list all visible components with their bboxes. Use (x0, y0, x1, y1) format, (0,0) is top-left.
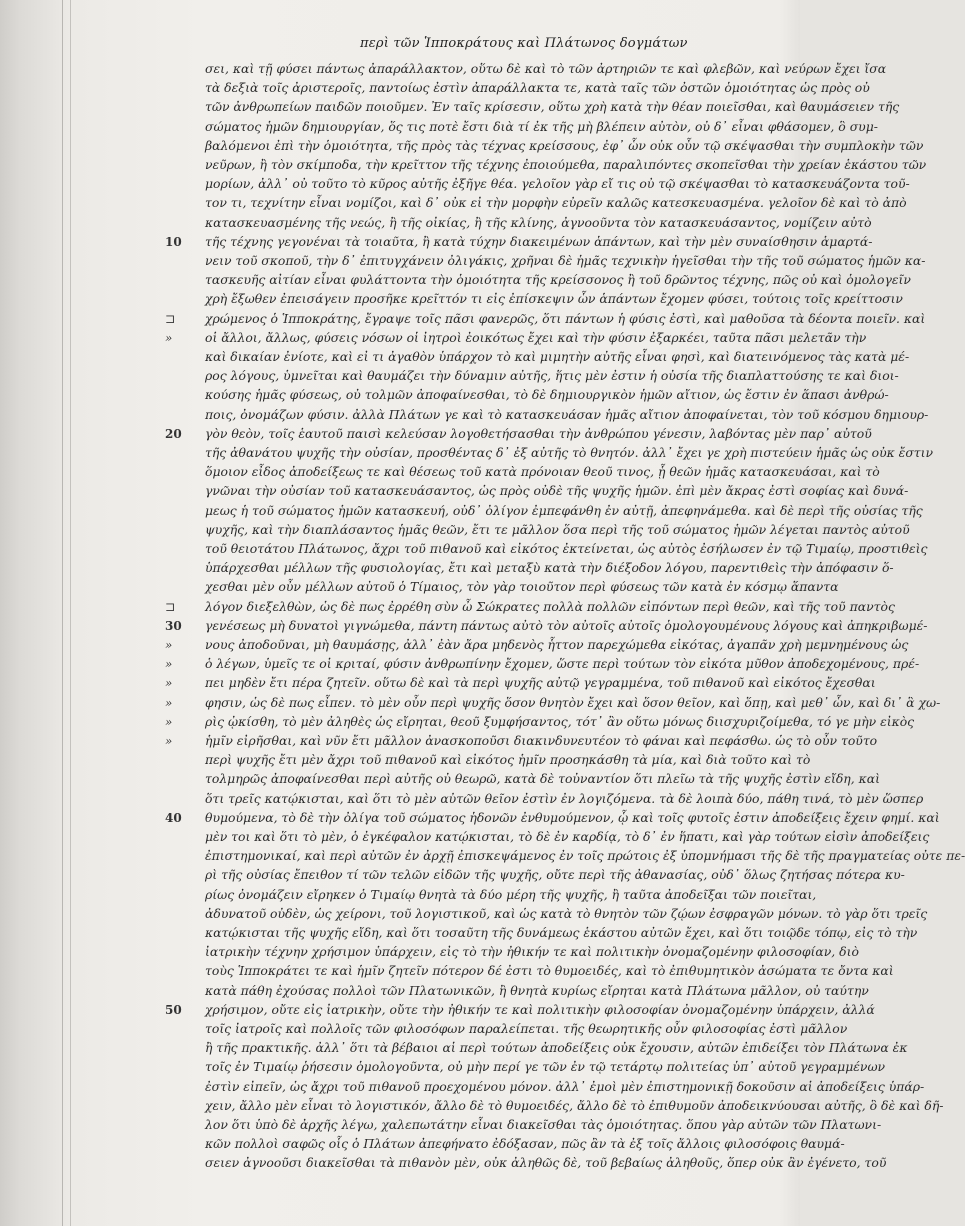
text-line: οἱ ἄλλοι, ἄλλως, φύσεις νόσων οἱ ἰητροὶ ἐοικότως ἔχει καὶ τὴν φύσιν ἐξαρκέει, ταῦτα πᾶσι μελετᾶν τὴν (205, 329, 867, 345)
text-line: νους ἀποδοῦναι, μὴ θαυμάσῃς, ἀλλ᾽ ἐὰν ἄρα μηδενὸς ἧττον παρεχώμεθα εἰκότας, ἀγαπᾶν χρὴ μεμνημένους ὡς (205, 637, 909, 652)
text-line: ρὶς ᾠκίσθη, τὸ μὲν ἀληθὲς ὡς εἴρηται, θεοῦ ξυμφήσαντος, τότ᾽ ἂν οὕτω μόνως διισχυριζοίμεθα, τό γε μὴν εἰκὸς (205, 713, 915, 729)
margin-quote-mark: ⊐ (165, 599, 176, 614)
text-line: γενέσεως μὴ δυνατοὶ γιγνώμεθα, πάντη πάντως αὐτὸ τὸν αὐτοῖς αὐτοῖς ὁμολογουμένους λόγους καὶ ἀπηκριβωμέ- (205, 617, 928, 633)
text-line: μορίων, ἀλλ᾽ οὐ τοῦτο τὸ κῦρος αὐτῆς ἐξῆγε θέα. γελοῖον γὰρ εἴ τις οὐ τῷ σκέψασθαι τὸ κατασκευάζοντα τοῦ- (205, 176, 910, 192)
text-line: βαλόμενοι ἐπὶ τὴν ὁμοιότητα, τῆς πρὸς τὰς τέχνας κρείσσους, ἐφ᾽ ὧν οὐκ οὖν τῷ σκέψασθαι τὴν συμπλοκὴν τῶν (205, 137, 924, 153)
text-line: χρώμενος ὁ Ἱπποκράτης, ἔγραψε τοῖς πᾶσι φανερῶς, ὅτι πάντων ἡ φύσις ἐστὶ, καὶ μαθοῦσα τὰ δέοντα ποιεῖν. καὶ (205, 310, 926, 326)
text-line: ρος λόγους, ὑμνεῖται καὶ θαυμάζει τὴν δύναμιν αὐτῆς, ἥτις μὲν ἐστιν ἡ οὐσία τῆς διαπλαττούσης τε καὶ διοι- (205, 368, 899, 384)
margin-quote-mark: » (165, 657, 173, 672)
text-line: λον ὅτι ὑπὸ δὲ ἀρχῆς λέγω, χαλεπωτάτην εἶναι διακεῖσθαι τὰς ὁμοιότητας. ὅπου γὰρ αὐτῶν τῶν Πλατωνι- (205, 1117, 882, 1132)
text-line: σειεν ἀγνοοῦσι διακεῖσθαι τὰ πιθανὸν μὲν, οὐκ ἀληθῶς δὲ, τοῦ βεβαίως ἀληθοῦς, ὅπερ οὐκ ἂν ἐγένετο, τοῦ (205, 1155, 887, 1171)
text-line: ἐστὶν εἰπεῖν, ὡς ἄχρι τοῦ πιθανοῦ προεχομένου μόνον. ἀλλ᾽ ἐμοὶ μὲν ἐπιστημονικῇ δοκοῦσιν αἱ ἀποδείξεις ὑπάρ- (205, 1078, 925, 1094)
text-line: μὲν τοι καὶ ὅτι τὸ μὲν, ὁ ἐγκέφαλον κατῴκισται, τὸ δὲ ἐν καρδίᾳ, τὸ δ᾽ ἐν ἥπατι, καὶ γὰρ τούτων εἰσὶν ἀποδείξεις (205, 829, 930, 844)
text-line: ἡμῖν εἰρῆσθαι, καὶ νῦν ἔτι μᾶλλον ἀνασκοποῦσι διακινδυνευτέον τὸ φάναι καὶ πεφάσθω. ὡς τὸ οὖν τοῦτο (205, 733, 878, 748)
page-edge-line (70, 0, 71, 1226)
text-line: κούσης ἡμᾶς φύσεως, οὐ τολμῶν ἀποφαίνεσθαι, τὸ δὲ δημιουργικὸν ἡμῶν αἴτιον, ὡς ἔστιν ἐν ἅπασι ἀνθρώ- (205, 387, 889, 403)
text-line: γνῶναι τὴν οὐσίαν τοῦ κατασκευάσαντος, ὡς πρὸς οὐδὲ τῆς ψυχῆς ἡμῶν. ἐπὶ μὲν ἄκρας ἐστὶ σοφίας καὶ δυνά- (205, 483, 909, 499)
text-line: καὶ δικαίαν ἐνίοτε, καὶ εἰ τι ἀγαθὸν ὑπάρχον τὸ καὶ μιμητὴν αὐτῆς εἶναι φησὶ, καὶ διατεινόμενος τὰς κατὰ μέ- (205, 349, 910, 364)
text-line: σει, καὶ τῇ φύσει πάντως ἀπαράλλακτον, οὕτω δὲ καὶ τὸ τῶν ἀρτηριῶν τε καὶ φλεβῶν, καὶ νεύρων ἔχει ἴσα (205, 61, 887, 76)
text-line: φησιν, ὡς δὲ πως εἶπεν. τὸ μὲν οὖν περὶ ψυχῆς ὅσον θνητὸν ἔχει καὶ ὅσον θεῖον, καὶ ὅπῃ, καὶ μεθ᾽ ὧν, καὶ δι᾽ ἃ χω- (205, 694, 941, 710)
text-line: μεως ἡ τοῦ σώματος ἡμῶν κατασκευή, οὐδ᾽ ὀλίγον ἐμπεφάνθη ἐν αὐτῇ, ἀπεφηνάμεθα. καὶ δὲ περὶ τῆς οὐσίας τῆς (205, 502, 923, 518)
text-line: κατασκευασμένης τῆς νεώς, ἢ τῆς οἰκίας, ἢ τῆς κλίνης, ἀγνοοῦντα τὸν κατασκευάσαντος, νομίζειν αὐτὸ (205, 214, 872, 230)
margin-quote-mark: » (165, 734, 173, 748)
text-line: κατὰ πάθη ἐχούσας πολλοὶ τῶν Πλατωνικῶν, ἢ θνητὰ κυρίως εἴρηται κατὰ Πλάτωνα μᾶλλον, οὐ ταύτην (205, 982, 869, 998)
text-line: ἢ τῆς πρακτικῆς. ἀλλ᾽ ὅτι τὰ βέβαιοι αἱ περὶ τούτων ἀποδείξεις οὐκ ἔχουσιν, αὐτῶν ἐπιδείξει τὸν Πλάτωνα ἐκ (205, 1040, 908, 1056)
text-line: ὅτι τρεῖς κατῴκισται, καὶ ὅτι τὸ μὲν αὐτῶν θεῖον ἐστὶν ἐν λογιζόμενα. τὰ δὲ λοιπὰ δύο, πάθη τινά, τὸ μὲν ὥσπερ (205, 790, 924, 806)
text-line: χειν, ἄλλο μὲν εἶναι τὸ λογιστικόν, ἄλλο δὲ τὸ θυμοειδές, ἄλλο δὲ τὸ ἐπιθυμοῦν ἀποδεικνύουσαι αὐτῆς, ὃ δὲ καὶ δῆ- (205, 1097, 944, 1113)
text-line: τῆς τέχνης γεγονέναι τὰ τοιαῦτα, ἢ κατὰ τύχην διακειμένων ἁπάντων, καὶ τὴν μὲν συναίσθησιν ἁμαρτά- (205, 233, 873, 249)
text-line: χρὴ ἔξωθεν ἐπεισάγειν προσῆκε κρεῖττόν τι εἰς ἐπίσκεψιν ὧν ἁπάντων ἔχομεν φύσει, τούτοις τοῖς κρείττοσιν (205, 291, 903, 307)
line-number: 40 (165, 810, 182, 825)
text-line: κῶν πολλοὶ σαφῶς οἷς ὁ Πλάτων ἀπεφήνατο ἐδόξασαν, πῶς ἂν τὰ ἐξ τοῖς ἄλλοις φιλοσόφοις θαυμά- (205, 1136, 845, 1152)
margin-quote-mark: » (165, 695, 173, 710)
text-line: ρίως ὀνομάζειν εἴρηκεν ὁ Τιμαίῳ θνητὰ τὰ δύο μέρη τῆς ψυχῆς, ἢ ταῦτα ἀποδεῖξαι τῶν ποιεῖται, (205, 886, 817, 902)
line-number: 10 (165, 234, 182, 249)
text-line: ὅμοιον εἶδος ἀποδείξεως τε καὶ θέσεως τοῦ κατὰ πρόνοιαν θεοῦ τινος, ᾗ θεῶν ἡμᾶς κατασκευάσαι, καὶ τὸ (205, 464, 880, 480)
text-line: ὑπάρχεσθαι μέλλων τῆς φυσιολογίας, ἔτι καὶ μεταξὺ κατὰ τὴν διέξοδον λόγου, παρεντιθεὶς τὴν ἀπόφασιν ὅ- (205, 560, 894, 576)
line-number: 20 (165, 426, 182, 441)
text-line: θυμούμενα, τὸ δὲ τὴν ὀλίγα τοῦ σώματος ἡδονῶν ἐνθυμούμενον, ᾧ καὶ τοῖς φυτοῖς ἐστιν ἀποδείξεις ἔχειν φημί. καὶ (205, 809, 940, 825)
text-line: τολμηρῶς ἀποφαίνεσθαι περὶ αὐτῆς οὐ θεωρῶ, κατὰ δὲ τοὐναντίον ὅτι πλεῖω τὰ τῆς ψυχῆς ἐστὶν εἴδη, καὶ (205, 771, 880, 787)
margin-quote-mark: » (165, 676, 173, 691)
text-line: σώματος ἡμῶν δημιουργίαν, ὅς τις ποτὲ ἔστι διὰ τί ἐκ τῆς μὴ βλέπειν αὐτὸν, οὐ δ᾽ εἶναι φθάσομεν, ὃ συμ- (205, 118, 878, 134)
text-line: νειν τοῦ σκοποῦ, τὴν δ᾽ ἐπιτυγχάνειν ὀλιγάκις, χρῆναι δὲ ἡμᾶς τεχνικὴν ἡγεῖσθαι τὴν τῆς τοῦ σώματος ἡμῶν κα- (205, 253, 926, 268)
line-number: 30 (165, 618, 182, 633)
text-line: ψυχῆς, καὶ τὴν διαπλάσαντος ἡμᾶς θεῶν, ἔτι τε μᾶλλον ὅσα περὶ τῆς τοῦ σώματος ἡμῶν λέγεται παντὸς αὐτοῦ (205, 521, 910, 537)
text-line: νεῦρων, ἢ τὸν σκίμποδα, τὴν κρεῖττον τῆς τέχνης ἐποιούμεθα, παραλιπόντες σκοπεῖσθαι τὴν χρείαν ἑκάστου τῶν (205, 157, 927, 172)
text-line: τοὺς Ἱπποκράτει τε καὶ ἡμῖν ζητεῖν πότερον δέ ἐστι τὸ θυμοειδές, καὶ τὸ ἐπιθυμητικὸν ἀσώματα τε ὄντα καὶ (205, 963, 894, 979)
text-line: τοῦ θειοτάτου Πλάτωνος, ἄχρι τοῦ πιθανοῦ καὶ εἰκότος ἐκτείνεται, ὡς αὐτὸς ἐσήλωσεν ἐν τῷ Τιμαίῳ, προστιθεὶς (205, 541, 928, 556)
line-number: 50 (165, 1002, 182, 1017)
text-line: τον τι, τεχνίτην εἶναι νομίζοι, καὶ δ᾽ οὐκ εἰ τὴν μορφὴν εὐρεῖν καλῶς κατεσκευασμένα. γελοῖον δὲ καὶ τὸ ἀπὸ (205, 195, 907, 211)
text-line: τοῖς ἰατροῖς καὶ πολλοῖς τῶν φιλοσόφων παραλείπεται. τῆς θεωρητικῆς οὖν φιλοσοφίας ἐστὶ μᾶλλον (205, 1021, 848, 1036)
text-line: ρὶ τῆς οὐσίας ἔπειθον τί τῶν τελῶν εἰδῶν τῆς ψυχῆς, οὔτε περὶ τῆς ἀθανασίας, οὐδ᾽ ὅλως ζητήσας πότερα κυ- (205, 867, 905, 883)
text-line: γὸν θεὸν, τοῖς ἑαυτοῦ παισὶ κελεύσαν λογοθετήσασθαι τὴν ἀνθρώπου γένεσιν, λαβόντας μὲν παρ᾽ αὐτοῦ (205, 425, 872, 441)
text-line: τὰ δεξιὰ τοῖς ἀριστεροῖς, παντοίως ἐστὶν ἀπαράλλακτα τε, κατὰ ταῖς τῶν ὀστῶν ὁμοιότητας ὡς πρὸς οὐ (205, 80, 870, 96)
text-line: ὁ λέγων, ὑμεῖς τε οἱ κριταί, φύσιν ἀνθρωπίνην ἔχομεν, ὥστε περὶ τούτων τὸν εἰκότα μῦθον ἀποδεχομένους, πρέ- (205, 656, 920, 672)
text-line: χεσθαι μὲν οὖν μέλλων αὐτοῦ ὁ Τίμαιος, τὸν γὰρ τοιοῦτον περὶ φύσεως τῶν κατὰ ἐν κόσμῳ ἅπαντα (205, 579, 839, 595)
text-line: πει μηδὲν ἔτι πέρα ζητεῖν. οὕτω δὲ καὶ τὰ περὶ ψυχῆς αὐτῷ γεγραμμένα, τοῦ πιθανοῦ καὶ εἰκότος ἔχεσθαι (205, 675, 876, 691)
text-line: λόγον διεξελθὼν, ὡς δὲ πως ἐρρέθη σὺν ὦ Σώκρατες πολλὰ πολλῶν εἰπόντων περὶ θεῶν, καὶ τῆς τοῦ παντὸς (205, 598, 895, 614)
text-line: περὶ ψυχῆς ἔτι μὲν ἄχρι τοῦ πιθανοῦ καὶ εἰκότος ἡμῖν προσηκάσθη τὰ μία, καὶ διὰ τοῦτο καὶ τὸ (205, 752, 811, 768)
text-line: τῶν ἀνθρωπείων παιδῶν ποιοῦμεν. Ἐν ταῖς κρίσεσιν, οὕτω χρὴ κατὰ τὴν θέαν ποιεῖσθαι, καὶ θαυμάσειεν τῆς (205, 99, 900, 115)
text-line: ἰατρικὴν τέχνην χρήσιμον ὑπάρχειν, εἰς τὸ τὴν ἠθικήν τε καὶ πολιτικὴν ὀνομαζομένην φιλοσοφίαν, διὸ (205, 944, 859, 960)
margin-quote-mark: » (165, 638, 173, 652)
margin-quote-mark: » (165, 330, 173, 345)
page-edge-line (62, 0, 63, 1226)
text-line: τῆς ἀθανάτου ψυχῆς τὴν οὐσίαν, προσθέντας δ᾽ ἐξ αὐτῆς τὸ θνητόν. ἀλλ᾽ ἔχει γε χρὴ πιστεύειν ἡμᾶς ὡς οὐκ ἔστιν (205, 445, 934, 460)
running-header: περὶ τῶν Ἱπποκράτους καὶ Πλάτωνος δογμάτων (360, 36, 688, 51)
text-line: κατῴκισται τῆς ψυχῆς εἴδη, καὶ ὅτι τοσαῦτη τῆς δυνάμεως ἑκάστου αὐτῶν ἔχει, καὶ ὅτι τοιῷδε τόπῳ, εἰς τὸ τὴν (205, 925, 918, 940)
margin-quote-mark: » (165, 714, 173, 729)
text-line: τοῖς ἐν Τιμαίῳ ῥήσεσιν ὁμολογοῦντα, οὐ μὴν περί γε τῶν ἐν τῷ τετάρτῳ πολιτείας ὑπ᾽ αὐτοῦ γεγραμμένων (205, 1059, 886, 1075)
text-line: ποις, ὀνομάζων φύσιν. ἀλλὰ Πλάτων γε καὶ τὸ κατασκευάσαν ἡμᾶς αἴτιον ἀποφαίνεται, τὸν τοῦ κόσμου δημιουρ- (205, 406, 929, 422)
margin-quote-mark: ⊐ (165, 311, 176, 326)
text-line: χρήσιμον, οὔτε εἰς ἰατρικὴν, οὔτε τὴν ἠθικήν τε καὶ πολιτικὴν φιλοσοφίαν ὀνομαζομένην ὑπάρχειν, ἀλλά (205, 1001, 875, 1017)
text-line: ἐπιστημονικαί, καὶ περὶ αὐτῶν ἐν ἀρχῇ ἐπισκεψάμενος ἐν τοῖς πρώτοις ἐξ ὑπομνήμασι τῆς δὲ τῆς πραγματείας οὐτε πε- (205, 848, 965, 864)
text-line: ἀδυνατοῦ οὐδὲν, ὡς χείρονι, τοῦ λογιστικοῦ, καὶ ὡς κατὰ τὸ θνητὸν τῶν ζῴων ἐσφραγῶν μόνων. τὸ γὰρ ὅτι τρεῖς (205, 905, 928, 921)
text-line: τασκευῆς αἰτίαν εἶναι φυλάττοντα τὴν ὁμοιότητα τῆς κρείσσονος ἢ τοῦ δρῶντος τέχνης, πῶς οὐ καὶ ὁμολογεῖν (205, 272, 911, 288)
